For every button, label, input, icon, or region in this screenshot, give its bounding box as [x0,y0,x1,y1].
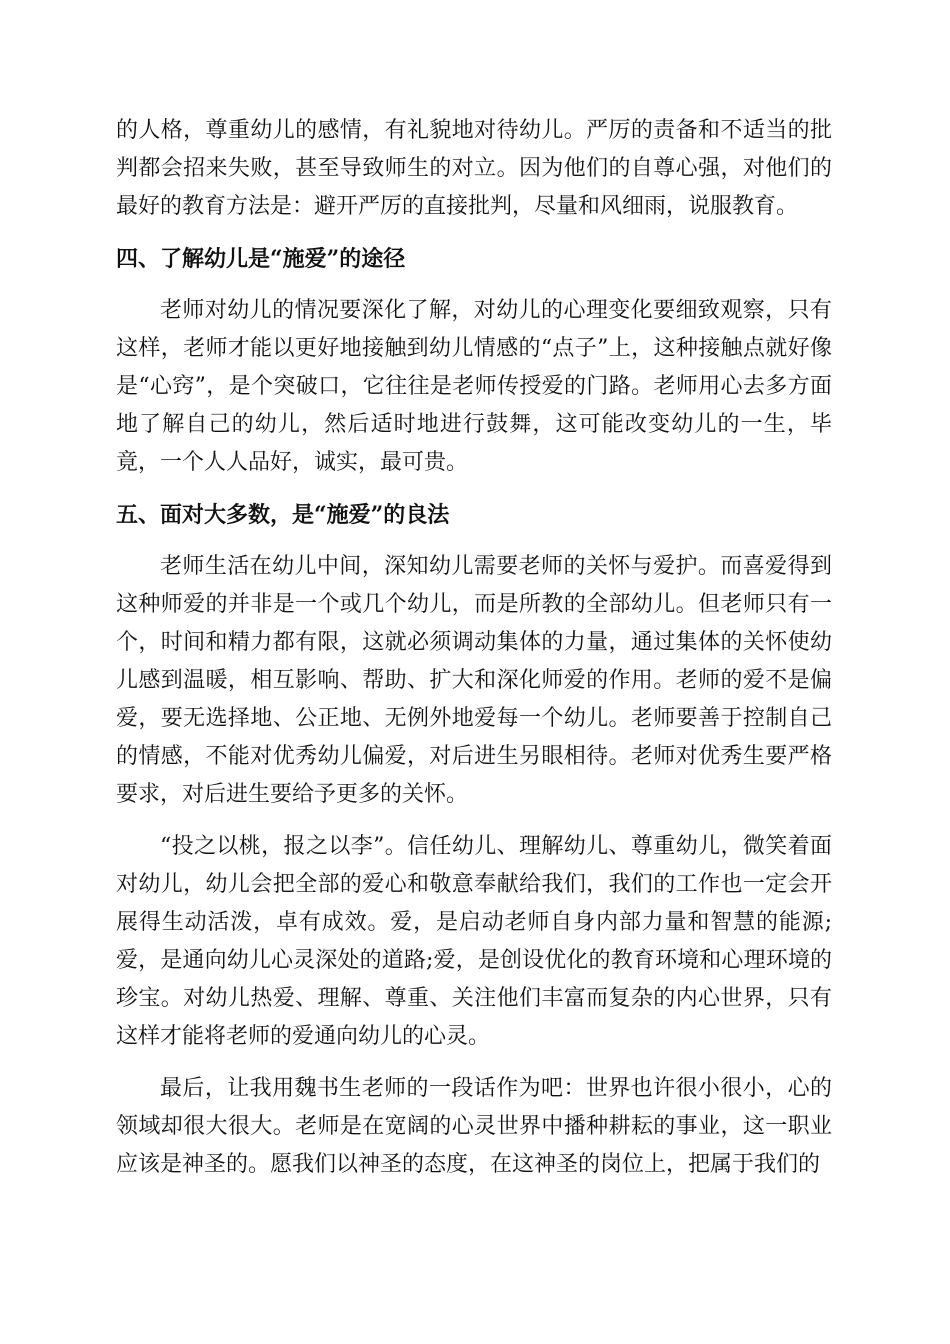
document-body [116,112,832,1184]
section-heading-5: 五、面对大多数，是“施爱”的良法 [116,502,450,528]
paragraph-continued: 的人格，尊重幼儿的感情，有礼貌地对待幼儿。严厉的责备和不适当的批判都会招来失败，甚至导致师生的对立。因为他们的自尊心强，对他们的最好的教育方法是：避开严厉的直接批判，尽量和风细雨，说服教育。 [116,118,832,219]
paragraph-5: 老师生活在幼儿中间，深知幼儿需要老师的关怀与爱护。而喜爱得到这种师爱的并非是一个或几个幼儿，而是所教的全部幼儿。但老师只有一个，时间和精力都有限，这就必须调动集体的力量，通过集体的关怀使幼儿感到温暖，相互影响、帮助、扩大和深化师爱的作用。老师的爱不是偏爱，要无选择地、公正地、无例外地爱每一个幼儿。老师要善于控制自己的情感，不能对优秀幼儿偏爱，对后进生另眼相待。老师对优秀生要严格要求，对后进生要给予更多的关怀。 [116,554,832,807]
paragraph-4: 老师对幼儿的情况要深化了解，对幼儿的心理变化要细致观察，只有这样，老师才能以更好地接触到幼儿情感的“点子”上，这种接触点就好像是“心窍”，是个突破口，它往往是老师传授爱的门路。老师用心去多方面地了解自己的幼儿，然后适时地进行鼓舞，这可能改变幼儿的一生，毕竟，一个人人品好，诚实，最可贵。 [116,298,832,475]
section-heading-4: 四、了解幼儿是“施爱”的途径 [116,246,406,272]
paragraph-6: “投之以桃，报之以李”。信任幼儿、理解幼儿、尊重幼儿，微笑着面对幼儿，幼儿会把全部的爱心和敬意奉献给我们，我们的工作也一定会开展得生动活泼，卓有成效。爱，是启动老师自身内部力量和智慧的能源;爱，是通向幼儿心灵深处的道路;爱，是创设优化的教育环境和心理环境的珍宝。对幼儿热爱、理解、尊重、关注他们丰富而复杂的内心世界，只有这样才能将老师的爱通向幼儿的心灵。 [116,834,832,1049]
paragraph-7: 最后，让我用魏书生老师的一段话作为吧：世界也许很小很小，心的领域却很大很大。老师是在宽阔的心灵世界中播种耕耘的事业，这一职业应该是神圣的。愿我们以神圣的态度，在这神圣的岗位上，把属于我们的 [116,1076,832,1177]
